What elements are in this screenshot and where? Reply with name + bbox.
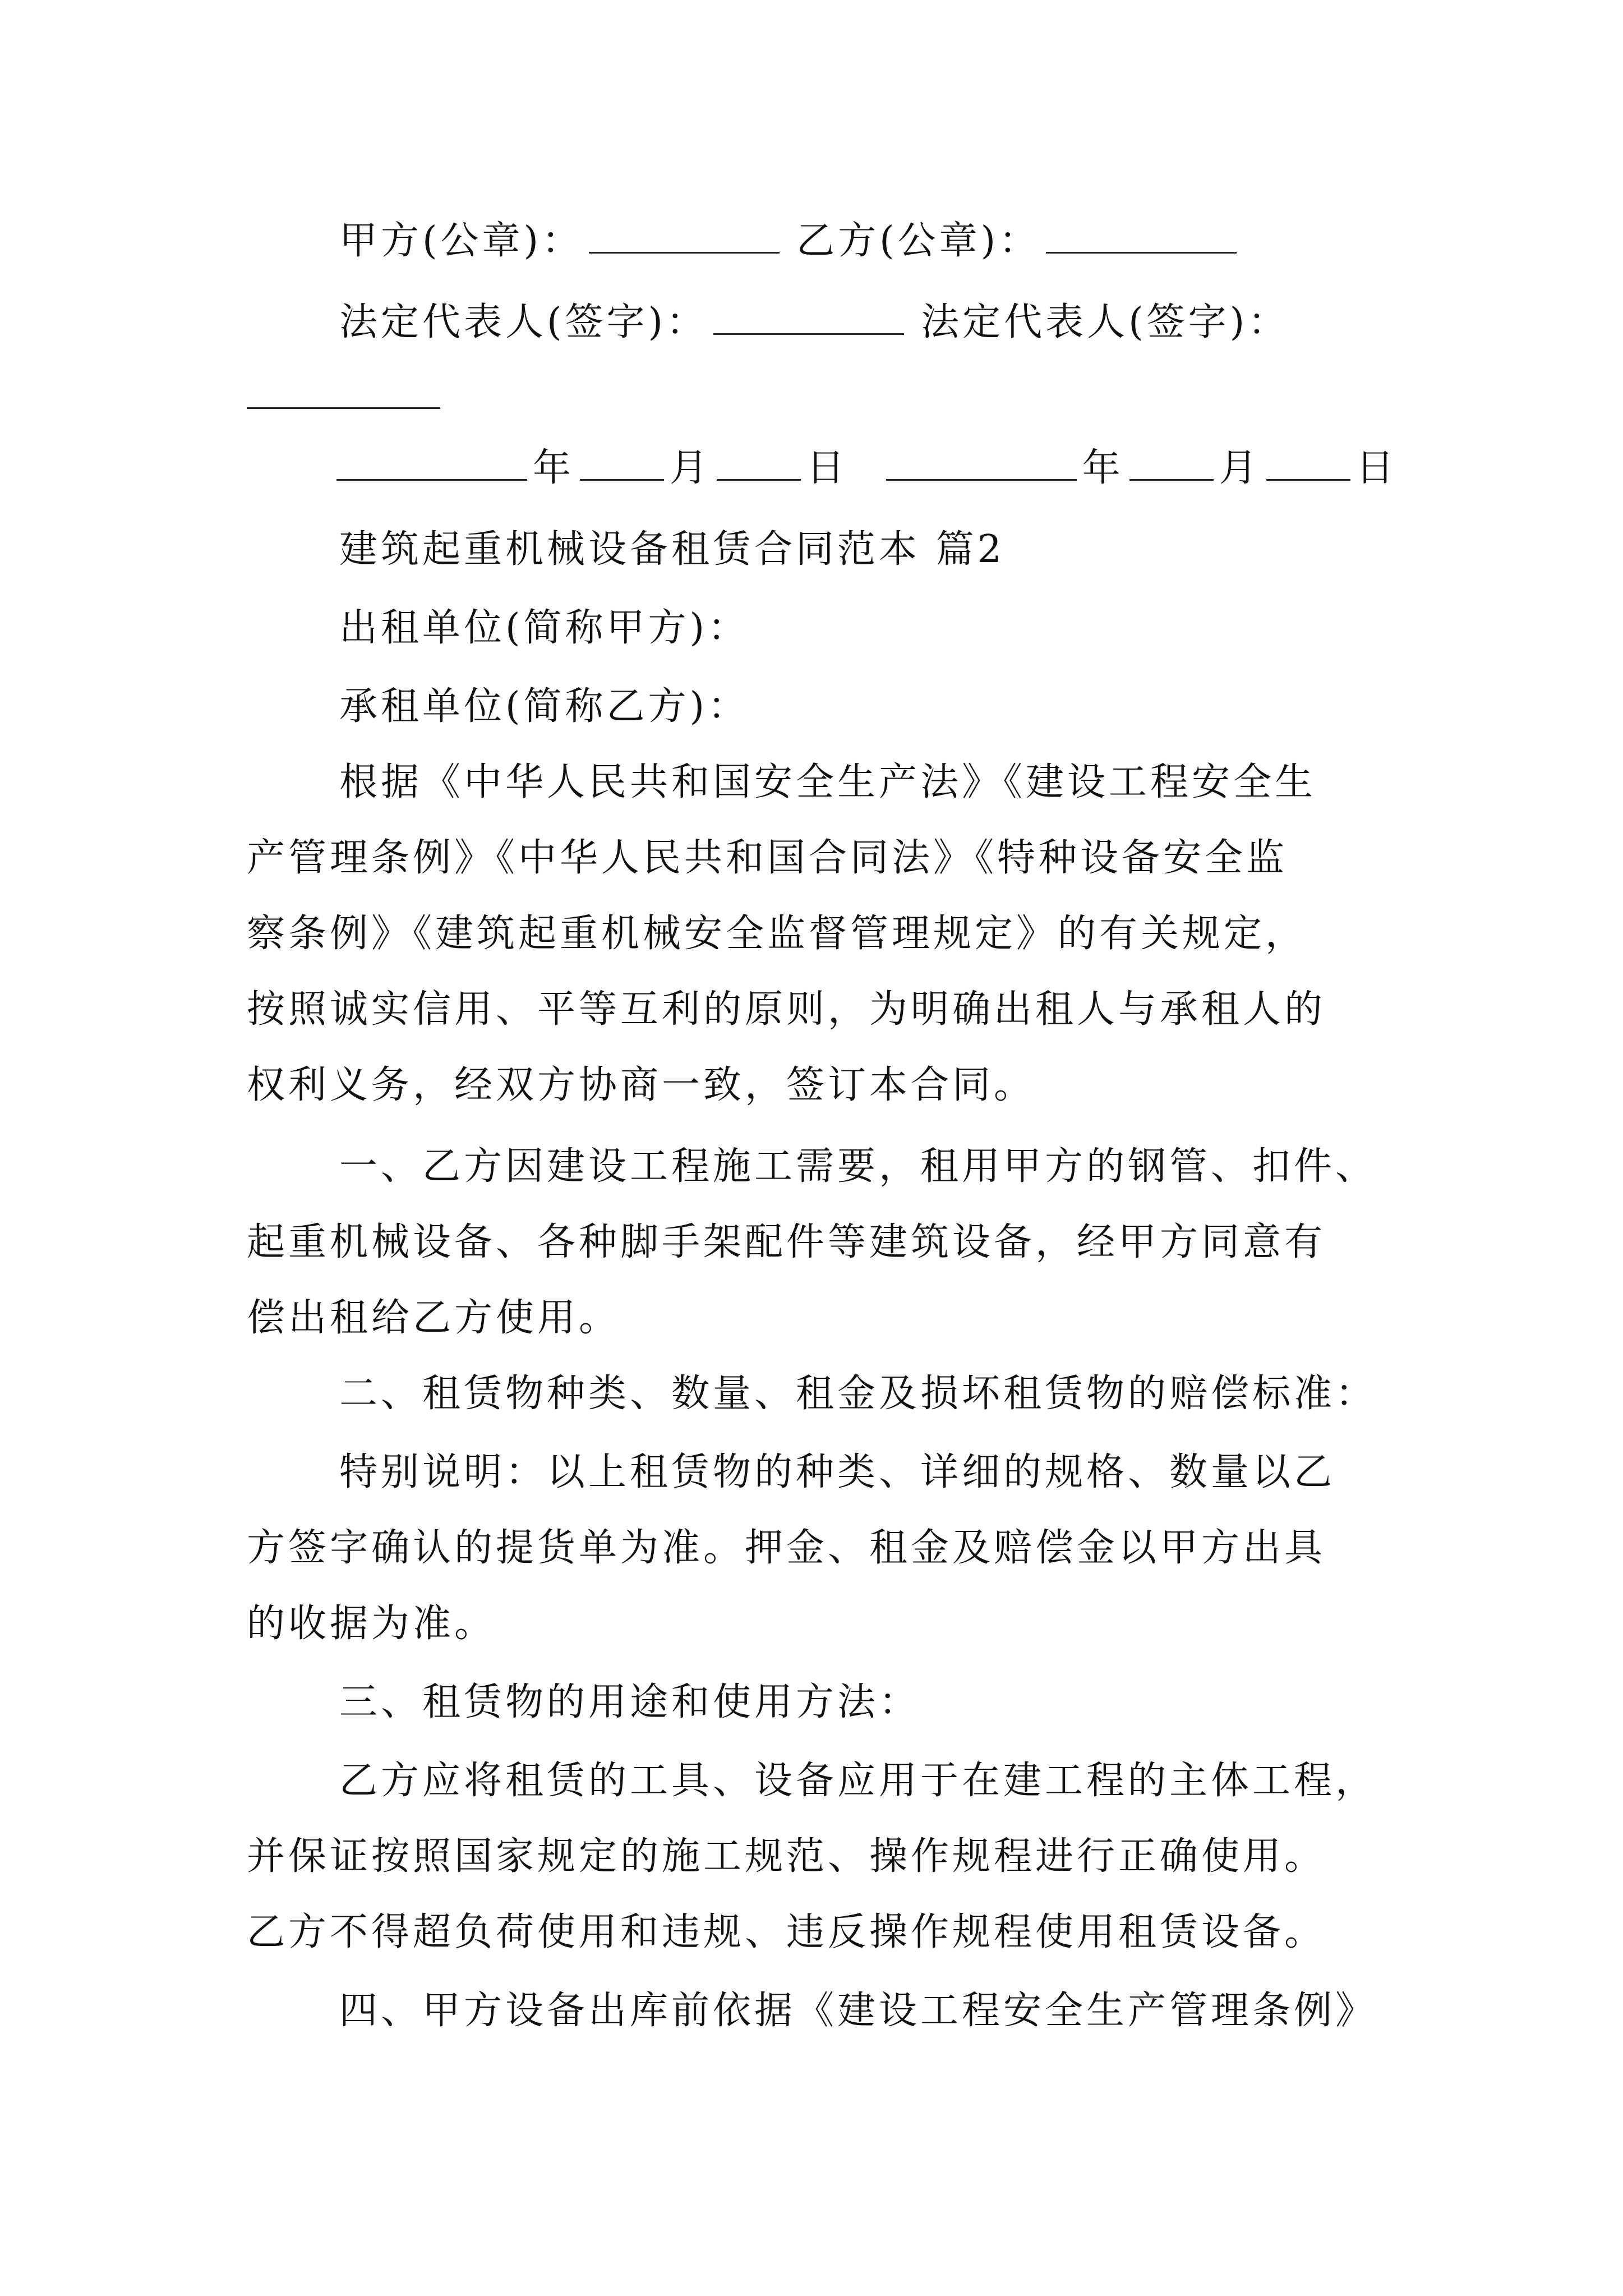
date-a-month: 月 [670,446,712,490]
date-a-year-blank [336,445,527,481]
seal-line [339,216,1242,266]
date-b-day: 日 [1355,446,1398,490]
paragraph-line: 乙方不得超负荷使用和违规、违反操作规程使用租赁设备。 [247,1910,1326,1954]
paragraph-line: 权利义务，经双方协商一致，签订本合同。 [247,1063,1036,1107]
paragraph-line: 四、甲方设备出库前依据《建设工程安全生产管理条例》 [339,1989,1377,2033]
party-a-seal-blank [589,218,780,254]
paragraph-line: 三、租赁物的用途和使用方法： [339,1680,921,1724]
date-b-month-blank [1129,445,1214,481]
lessee-line: 承租单位(简称乙方)： [339,684,750,729]
party-a-seal-label: 甲方(公章)： [339,219,584,263]
party-b-seal-blank [1046,218,1237,254]
rep-b-blank [247,407,440,409]
paragraph-line: 并保证按照国家规定的施工规范、操作规程进行正确使用。 [247,1834,1326,1879]
rep-line [339,297,1289,348]
date-a-day: 日 [806,446,849,490]
paragraph-line: 方签字确认的提货单为准。押金、租金及赔偿金以甲方出具 [247,1526,1326,1570]
paragraph-line: 的收据为准。 [247,1602,496,1646]
date-a-day-blank [717,445,801,481]
party-b-seal-label: 乙方(公章)： [796,219,1041,263]
lessor-line: 出租单位(简称甲方)： [339,606,750,650]
paragraph-line: 根据《中华人民共和国安全生产法》《建设工程安全生 [339,760,1317,804]
date-a-month-blank [580,445,664,481]
paragraph-line: 二、租赁物种类、数量、租金及损坏租赁物的赔偿标准： [339,1372,1377,1416]
rep-a-label: 法定代表人(签字)： [339,300,708,344]
rep-b-label: 法定代表人(签字)： [921,300,1290,344]
paragraph-line: 起重机械设备、各种脚手架配件等建筑设备，经甲方同意有 [247,1220,1326,1264]
date-b-year: 年 [1082,446,1124,490]
date-line [331,443,1398,494]
paragraph-line: 偿出租给乙方使用。 [247,1296,621,1340]
date-b-month: 月 [1219,446,1261,490]
paragraph-line: 一、乙方因建设工程施工需要，租用甲方的钢管、扣件、 [339,1144,1377,1189]
date-b-year-blank [886,445,1077,481]
date-a-year: 年 [533,446,575,490]
paragraph-line: 察条例》《建筑起重机械安全监督管理规定》的有关规定， [247,912,1307,956]
section-heading: 建筑起重机械设备租赁合同范本 篇2 [339,527,1005,572]
paragraph-line: 按照诚实信用、平等互利的原则，为明确出租人与承租人的 [247,987,1326,1032]
rep-a-blank [713,300,904,335]
paragraph-line: 乙方应将租赁的工具、设备应用于在建工程的主体工程， [339,1759,1377,1803]
paragraph-line: 产管理条例》《中华人民共和国合同法》《特种设备安全监 [247,836,1288,880]
date-b-day-blank [1266,445,1350,481]
paragraph-line: 特别说明：以上租赁物的种类、详细的规格、数量以乙 [339,1450,1336,1494]
